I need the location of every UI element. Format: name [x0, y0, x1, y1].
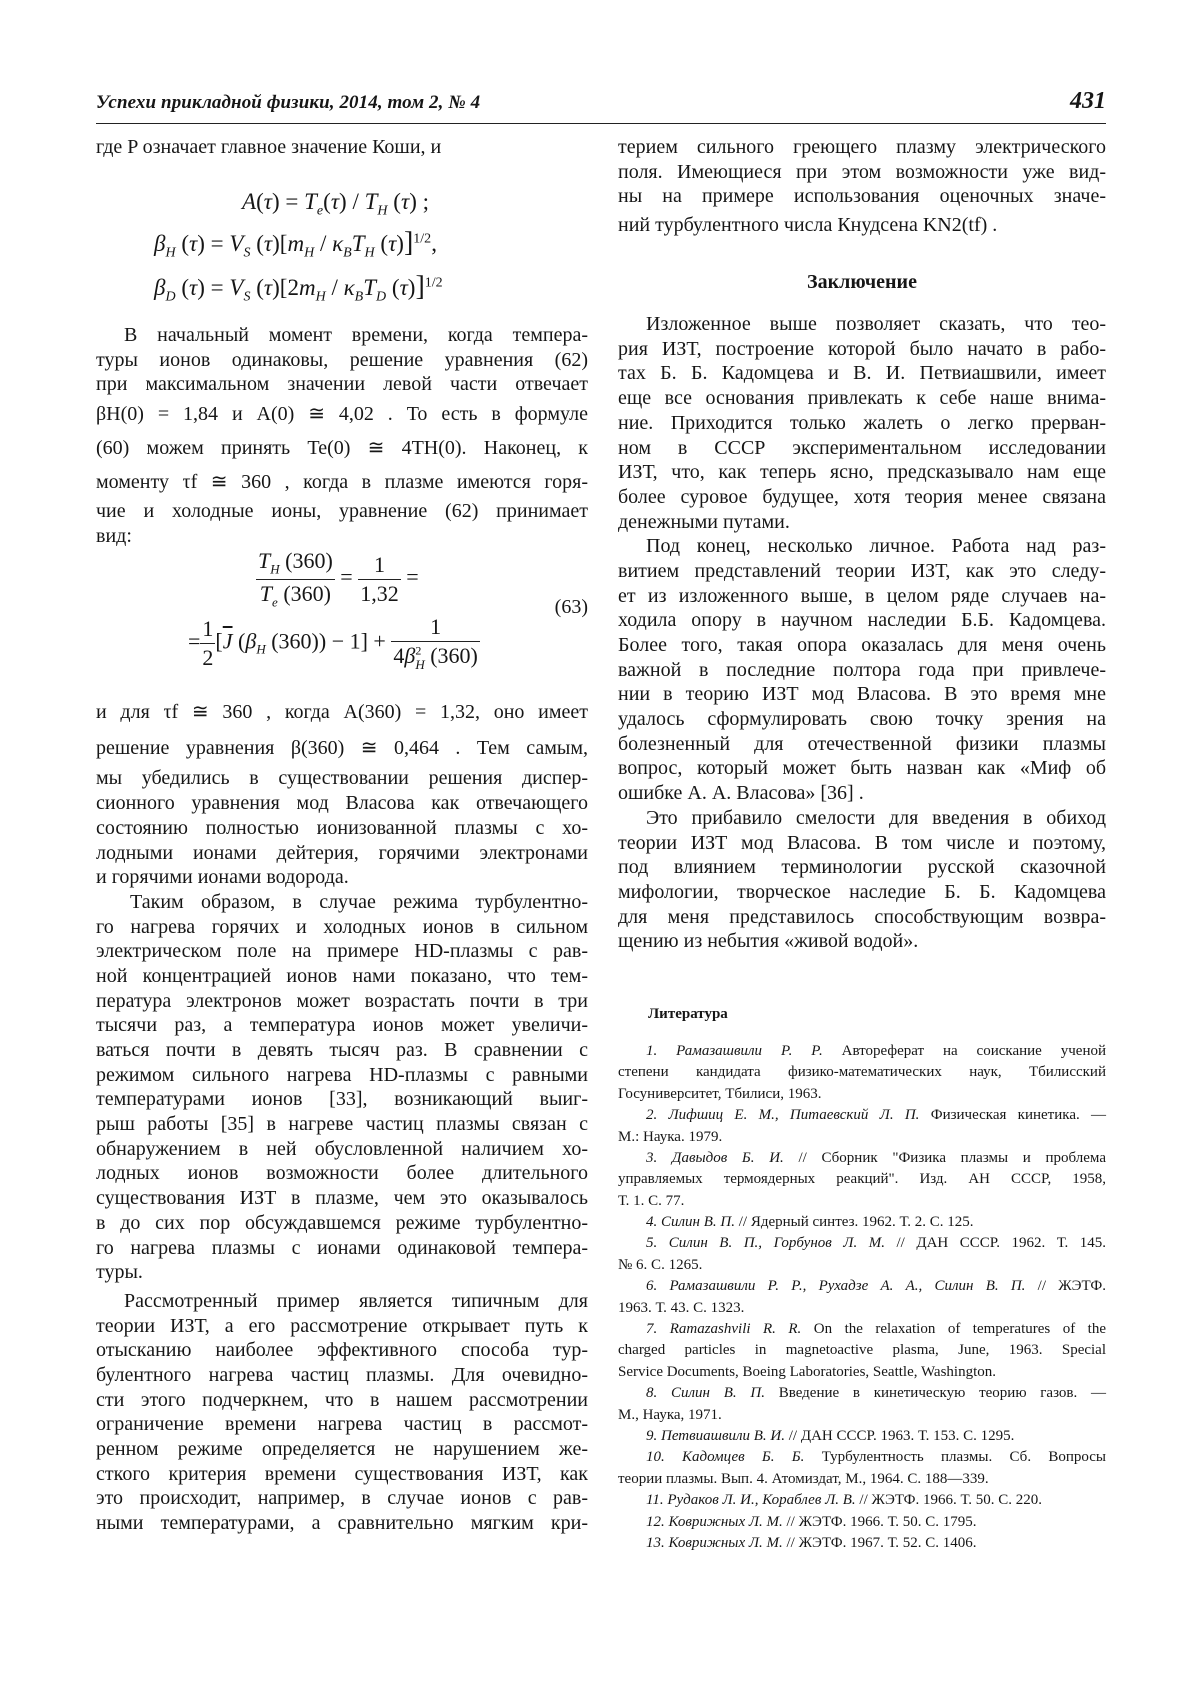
reference-line [618, 1298, 1106, 1319]
reference-text: № 6. С. 1265. [618, 1256, 703, 1273]
text-line: ИЗТ, что, как теперь ясно, предсказывало нам еще [618, 461, 1106, 484]
reference-item [618, 1447, 1106, 1490]
text-line: Таким образом, в случае режима турбулентно- [130, 890, 588, 913]
equation-63-line-1-render: $\frac{T_H (360)}{T_e (360)}$ = $\frac{1}{1,32}$ = [258, 548, 419, 610]
reference-item [618, 1426, 1106, 1447]
reference-line [618, 1340, 1106, 1361]
text-line: ны на примере использования оценочных значе- [618, 185, 1106, 208]
text-line: в до сих пор обсуждавшемся режиме турбулентно- [96, 1211, 588, 1234]
text-line: отысканию наиболее эффективного способа тур- [96, 1339, 588, 1362]
text-line: чие и холодные ионы, уравнение (62) принимает [96, 500, 588, 523]
reference-line [618, 1319, 1106, 1340]
equation-beta-D [96, 161, 97, 162]
text-line: моменту τf ≅ 360 , когда в плазме имеются горя- [96, 471, 588, 494]
text-line: сионного уравнения мод Власова как отвечающего [96, 792, 588, 815]
reference-text: // ЖЭТФ. 1966. Т. 50. С. 1795. [782, 1513, 977, 1530]
reference-text: 1963. Т. 43. С. 1323. [618, 1299, 745, 1316]
text-line: решение уравнения β(360) ≅ 0,464 . Тем самым, [96, 737, 588, 760]
reference-line [618, 1255, 1106, 1276]
reference-line [618, 1426, 1106, 1447]
reference-author: 3. Давыдов Б. И. [646, 1149, 784, 1166]
text-line: В начальный момент времени, когда темпера- [124, 324, 588, 346]
text-line: туры ионов одинаковы, решение уравнения (62) [96, 348, 588, 371]
text-line: го нагрева плазмы с ионами одинаковой темпера- [96, 1236, 588, 1259]
text-line: более суровое будущее, хотя теория менее связана [618, 485, 1106, 508]
text-line: булентного нагрева частиц плазмы. Для очевидно- [96, 1363, 588, 1386]
equation-beta-H-render: $\beta_H$ $(\tau) = V_S$ $(\tau)[m_H / \kappa_BT_H$ (τ)]$^{1/2}$, [154, 227, 437, 261]
running-header [96, 90, 1106, 124]
reference-text: charged particles in magnetoactive plasma, June, 1963. Special [618, 1342, 1106, 1359]
text-line: лодных ионов возможности более длительного [96, 1162, 588, 1185]
reference-line [618, 1127, 1106, 1148]
reference-text: Service Documents, Boeing Laboratories, Seattle, Washington. [618, 1363, 997, 1380]
reference-line [618, 1469, 1106, 1490]
reference-item [618, 1041, 1106, 1105]
text-line: сти этого подчеркнем, что в нашем рассмотрении [96, 1388, 588, 1411]
equation-63 [96, 548, 588, 684]
text-line: Изложенное выше позволяет сказать, что тео- [646, 313, 1106, 336]
equation-beta-H [96, 161, 97, 162]
reference-item [618, 1490, 1106, 1511]
reference-line [618, 1512, 1106, 1533]
reference-author: 5. Силин В. П., Горбунов Л. М. [646, 1235, 885, 1252]
text-line: ет из изложенного выше, в целом ряде случаев на- [618, 584, 1106, 607]
text-line: (60) можем принять Te(0) ≅ 4TH(0). Наконец, к [96, 437, 588, 460]
equation-63-line-2-render: = $\frac{1}{2}$ [$\overline{J}$ ($\beta_H$ (360)) − 1] + $\frac{1}{4\beta^2_H (360)}$ [188, 614, 478, 672]
reference-line [618, 1490, 1106, 1511]
text-line: болезненный для отечественной физики плазмы [618, 732, 1106, 755]
text-line: витием представлений теории ИЗТ, как это следу- [618, 559, 1106, 582]
reference-text: // ДАН СССР. 1962. Т. 145. [884, 1235, 1106, 1252]
reference-line [618, 1533, 1106, 1554]
reference-text: управляемых термоядерных реакций". Изд. АН СССР, 1958, [618, 1171, 1106, 1188]
text-line: ние. Приходится только жалеть о легко прерван- [618, 411, 1106, 434]
page-number: 431 [1070, 88, 1106, 114]
text-line: го нагрева горячих и холодных ионов в сильном [96, 915, 588, 938]
reference-author: 8. Силин В. П. [646, 1385, 765, 1402]
text-line: лодными ионами дейтерия, горячими электронами [96, 841, 588, 864]
text-line: ограничение времени нагрева частиц в рассмот- [96, 1413, 588, 1436]
reference-item [618, 1233, 1106, 1276]
equation-A [96, 161, 97, 162]
paragraph-example [96, 1289, 588, 1536]
text-line: тысячи раз, а температура ионов может увеличи- [96, 1014, 588, 1037]
equation-63-line-1 [96, 548, 97, 549]
reference-author: 11. Рудаков Л. И., Кораблев Л. В. [646, 1492, 856, 1509]
reference-author: 12. Коврижных Л. М. [646, 1513, 783, 1530]
reference-item [618, 1276, 1106, 1319]
text-line: важной в последние полтора года при привлече- [618, 658, 1106, 681]
text-line: Рассмотренный пример является типичным для [124, 1289, 588, 1312]
paragraph-continuation [618, 135, 1106, 241]
reference-item [618, 1105, 1106, 1148]
text-line: под влиянием терминологии русской сказочной [618, 856, 1106, 879]
paragraph-conclusion-2 [618, 534, 1106, 806]
reference-author: 7. Ramazashvili R. R. [646, 1321, 802, 1338]
text-line: рыш работы [35] в нагреве частиц плазмы связан с [96, 1113, 588, 1136]
reference-line [618, 1148, 1106, 1169]
reference-line [618, 1276, 1106, 1297]
reference-line [618, 1447, 1106, 1468]
reference-author: 2. Лифшиц Е. М., Питаевский Л. П. [646, 1107, 920, 1124]
text-line: ном в СССР экспериментальном исследовании [618, 436, 1106, 459]
text-line: ными температурами, а сравнительно мягким кри- [96, 1512, 588, 1535]
text-line: это происходит, например, в случае ионов с рав- [96, 1487, 588, 1510]
equation-A-render: $A(\tau) = T_e(\tau) / T_H$ (τ) ; [242, 189, 429, 219]
reference-text: // ЖЭТФ. 1967. Т. 52. С. 1406. [782, 1534, 977, 1551]
reference-line [618, 1062, 1106, 1083]
text-line: для меня представилось способствующим возвра- [618, 905, 1106, 928]
text-line: βH(0) = 1,84 и A(0) ≅ 4,02 . То есть в формуле [96, 403, 588, 426]
reference-text: М.: Наука. 1979. [618, 1128, 723, 1145]
text-line: сткого критерия времени существования ИЗТ, как [96, 1462, 588, 1485]
text-line: при максимальном значении левой части отвечает [96, 373, 588, 396]
text-line: удалось сформулировать свою точку зрения на [618, 708, 1106, 731]
text-line: теории ИЗТ, а его рассмотрение открывает путь к [96, 1314, 588, 1337]
reference-author: 4. Силин В. П. [646, 1214, 735, 1231]
text-line: ваться почти в девять тысяч раз. В сравнении с [96, 1039, 588, 1061]
reference-author: 6. Рамазашвили Р. Р., Рухадзе А. А., Силин В. П. [646, 1278, 1026, 1295]
text-line: и для τf ≅ 360 , когда A(360) = 1,32, оно имеет [96, 701, 588, 724]
paragraph-solution [96, 694, 588, 889]
right-column [618, 135, 1106, 1554]
text-line: температурами ионов [33], возникающий выиг- [96, 1088, 588, 1111]
text-line: терием сильного греющего плазму электрического [618, 136, 1106, 158]
text-line: существования ИЗТ в плазме, чем это оказывалось [96, 1187, 588, 1210]
text-line: Под конец, несколько личное. Работа над раз- [646, 535, 1106, 558]
equation-63-line-2 [96, 548, 97, 549]
reference-text: On the relaxation of temperatures of the [801, 1321, 1106, 1338]
text-line: и горячими ионами водорода. [96, 866, 349, 889]
reference-line [618, 1105, 1106, 1126]
reference-line [618, 1405, 1106, 1426]
references-heading: Литература [648, 1005, 728, 1022]
reference-text: // ЖЭТФ. [1025, 1278, 1106, 1295]
formula-block-definitions [96, 161, 588, 311]
text-line: где P означает главное значение Коши, и [96, 136, 442, 158]
text-line: мифологии, творческое наследие Б. Б. Кадомцева [618, 880, 1106, 903]
text-line: щению из небытия «живой водой». [618, 930, 919, 953]
text-line: поля. Имеющиеся при этом возможности уже вид- [618, 160, 1106, 183]
reference-text: Турбулентность плазмы. Сб. Вопросы [804, 1449, 1106, 1466]
text-line: рия ИЗТ, построение которой было начато в рабо- [618, 337, 1106, 360]
intro-line [96, 135, 588, 161]
conclusion-heading: Заключение [807, 271, 917, 294]
text-line: мы убедились в существовании решения диспер- [96, 767, 588, 790]
text-line: денежными путами. [618, 510, 790, 533]
reference-text: теории плазмы. Вып. 4. Атомиздат, М., 1964. С. 188—339. [618, 1470, 989, 1487]
paragraph-thus [96, 890, 588, 1285]
text-line: ренном режиме определяется не нарушением же- [96, 1438, 588, 1460]
reference-text: // ДАН СССР. 1963. Т. 153. С. 1295. [785, 1427, 1015, 1444]
paragraph-conclusion-3 [618, 806, 1106, 954]
reference-item [618, 1512, 1106, 1533]
left-column [96, 135, 588, 1536]
reference-author: 1. Рамазашвили Р. Р. [646, 1042, 823, 1059]
text-line: тах Б. Б. Кадомцева и В. И. Петвиашвили, имеет [618, 362, 1106, 385]
text-line: вид: [96, 524, 132, 547]
reference-item [618, 1212, 1106, 1233]
reference-line [618, 1041, 1106, 1062]
reference-list [618, 1041, 1106, 1554]
text-line: туры. [96, 1261, 143, 1284]
reference-text: // ЖЭТФ. 1966. Т. 50. С. 220. [855, 1492, 1042, 1509]
reference-item [618, 1319, 1106, 1383]
text-line: состоянию полностью ионизованной плазмы с хо- [96, 816, 588, 839]
text-line: вопрос, который может быть назван как «Миф об [618, 757, 1106, 780]
reference-item [618, 1383, 1106, 1426]
text-line: еще все основания привлекать к себе наше внима- [618, 387, 1106, 410]
reference-line [618, 1233, 1106, 1254]
reference-text: степени кандидата физико-математических наук, Тбилисский [618, 1064, 1106, 1081]
reference-author: 9. Петвиашвили В. И. [646, 1427, 786, 1444]
text-line: нии в теорию ИЗТ мод Власова. В это время мне [618, 683, 1106, 706]
text-line: пература электронов может возрастать почти в три [96, 989, 588, 1012]
text-line: теории ИЗТ мод Власова. В том числе и поэтому, [618, 831, 1106, 854]
text-line: электрическом поле на примере HD-плазмы с рав- [96, 940, 588, 963]
reference-author: 13. Коврижных Л. М. [646, 1534, 783, 1551]
reference-line [618, 1084, 1106, 1105]
reference-item [618, 1148, 1106, 1212]
equation-number: (63) [554, 596, 588, 619]
text-line: ходила опору в научном наследии Б.Б. Кадомцева. [618, 609, 1106, 632]
equation-beta-D-render: $\beta_D$ $(\tau) = V_S$ $(\tau)[2m_H / \kappa_BT_D$ (τ)]$^{1/2}$ [154, 271, 443, 305]
reference-text: Автореферат на соискание ученой [822, 1042, 1107, 1059]
text-line: режимом сильного нагрева HD-плазмы с равными [96, 1063, 588, 1086]
reference-text: // Ядерный синтез. 1962. Т. 2. С. 125. [734, 1214, 974, 1231]
reference-line [618, 1362, 1106, 1383]
text-line: ной концентрацией ионов нами показано, что тем- [96, 964, 588, 987]
reference-text: Введение в кинетическую теорию газов. — [764, 1385, 1106, 1402]
reference-line [618, 1169, 1106, 1190]
reference-text: Госуниверситет, Тбилиси, 1963. [618, 1085, 822, 1102]
text-line: ний турбулентного числа Кнудсена KN2(tf) . [618, 214, 998, 237]
reference-line [618, 1191, 1106, 1212]
text-line: обнаружением в ней обусловленной наличием хо- [96, 1137, 588, 1160]
reference-line [618, 1383, 1106, 1404]
journal-title: Успехи прикладной физики, 2014, том 2, № 4 [96, 92, 481, 113]
text-line: ошибке А. А. Власова» [36] . [618, 782, 864, 805]
reference-text: Физическая кинетика. — [919, 1107, 1106, 1124]
paragraph-conclusion-1 [618, 312, 1106, 534]
paragraph-initial-moment [96, 323, 588, 548]
reference-line [618, 1212, 1106, 1233]
reference-author: 10. Кадомцев Б. Б. [646, 1449, 805, 1466]
reference-text: М., Наука, 1971. [618, 1406, 722, 1423]
text-line: Более того, такая опора оказалась для меня очень [618, 634, 1106, 656]
reference-text: Т. 1. С. 77. [618, 1192, 685, 1209]
reference-text: // Сборник "Физика плазмы и проблема [783, 1149, 1106, 1166]
reference-item [618, 1533, 1106, 1554]
text-line: Это прибавило смелости для введения в обиход [646, 806, 1106, 829]
